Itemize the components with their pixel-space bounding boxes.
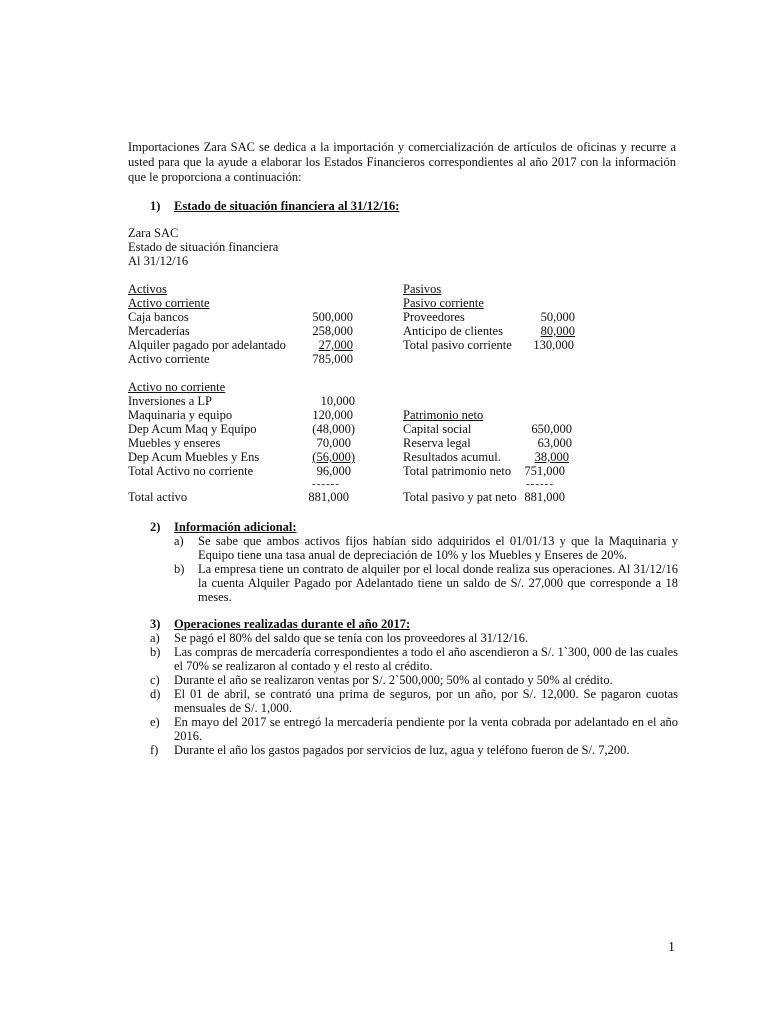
equity-value <box>510 450 569 464</box>
list-item-label: a) <box>150 631 160 645</box>
current-assets-heading: Activo corriente <box>128 296 210 310</box>
list-item-label: b) <box>174 562 185 576</box>
asset-value: (48,000) <box>312 422 355 436</box>
section-1-heading <box>150 199 399 214</box>
total-assets-label: Total activo <box>128 490 188 504</box>
total-liabilities-equity-label: Total pasivo y pat neto <box>403 490 517 504</box>
asset-value: 120,000 <box>312 408 353 422</box>
total-assets-value: 881,000 <box>308 490 349 504</box>
asset-label: Dep Acum Maq y Equipo <box>128 422 257 436</box>
assets-heading: Activos <box>128 282 167 296</box>
asset-label: Muebles y enseres <box>128 436 221 450</box>
asset-value <box>280 338 353 352</box>
liability-value: 50,000 <box>540 310 575 324</box>
asset-label: Maquinaria y equipo <box>128 408 233 422</box>
section-2-heading <box>150 520 297 535</box>
list-item-label: b) <box>150 645 161 659</box>
list-item <box>150 631 678 645</box>
separator-dashes: ------ <box>312 478 340 490</box>
asset-label: Inversiones a LP <box>128 394 213 408</box>
equity-value: 650,000 <box>531 422 572 436</box>
liability-label: Total pasivo corriente <box>403 338 512 352</box>
equity-heading: Patrimonio neto <box>403 408 484 422</box>
section-3-number: 3) <box>150 617 161 631</box>
separator-dashes: ------ <box>526 478 554 490</box>
liabilities-heading: Pasivos <box>403 282 442 296</box>
list-item <box>174 562 678 604</box>
list-item-text: Se pagó el 80% del saldo que se tenía con los proveedores al 31/12/16. <box>174 631 529 645</box>
statement-name: Estado de situación financiera <box>128 240 279 254</box>
list-item-text: Durante el año se realizaron ventas por S/. 2`500,000; 50% al contado y 50% al crédito. <box>174 673 613 687</box>
noncurrent-assets-heading: Activo no corriente <box>128 380 226 394</box>
list-item-label: a) <box>174 534 184 548</box>
asset-value: 258,000 <box>312 324 353 338</box>
equity-value-underlined: 38,000 <box>534 450 569 464</box>
company-name: Zara SAC <box>128 226 179 240</box>
list-item-text: Durante el año los gastos pagados por servicios de luz, agua y teléfono fueron de S/. 7,200. <box>174 743 630 757</box>
list-item <box>174 534 678 562</box>
liability-label: Anticipo de clientes <box>403 324 503 338</box>
asset-value: 500,000 <box>312 310 353 324</box>
operations-list <box>150 631 678 757</box>
section-2-title: Información adicional: <box>174 520 297 534</box>
current-liabilities-heading: Pasivo corriente <box>403 296 484 310</box>
liability-value <box>510 324 575 338</box>
asset-label: Activo corriente <box>128 352 210 366</box>
asset-label: Total Activo no corriente <box>128 464 254 478</box>
list-item-text: El 01 de abril, se contrató una prima de seguros, por un año, por S/. 12,000. Se pagaron cuotas mensuales de S/. 1,000. <box>174 687 678 715</box>
asset-value: 785,000 <box>312 352 353 366</box>
asset-label: Mercaderías <box>128 324 190 338</box>
section-1-number: 1) <box>150 199 161 213</box>
asset-value: 10,000 <box>320 394 355 408</box>
equity-label: Resultados acumul. <box>403 450 501 464</box>
list-item-label: c) <box>150 673 160 687</box>
additional-info-list <box>174 534 678 604</box>
asset-label: Alquiler pagado por adelantado <box>128 338 286 352</box>
equity-label: Total patrimonio neto <box>403 464 512 478</box>
asset-label: Caja bancos <box>128 310 189 324</box>
asset-value: 96,000 <box>316 464 351 478</box>
equity-value: 63,000 <box>537 436 572 450</box>
total-liabilities-equity-value: 881,000 <box>524 490 565 504</box>
section-2-number: 2) <box>150 520 161 534</box>
list-item-text: Las compras de mercadería correspondientes a todo el año ascendieron a S/. 1`300, 000 de las cuales el 70% se realizaron al contado y el resto al crédito. <box>174 645 678 673</box>
list-item <box>150 645 678 673</box>
list-item <box>150 715 678 743</box>
list-item-text: Se sabe que ambos activos fijos habían sido adquiridos el 01/01/13 y que la Maquinaria y Equipo tiene una tasa anual de depreciación de 10% y los Muebles y Enseres de 20%. <box>198 534 678 562</box>
asset-value-underlined: (56,000) <box>312 450 355 464</box>
list-item-label: f) <box>150 743 159 757</box>
list-item <box>150 673 678 687</box>
list-item <box>150 743 678 757</box>
section-1-title: Estado de situación financiera al 31/12/16: <box>174 199 400 213</box>
equity-value: 751,000 <box>524 464 565 478</box>
list-item-label: e) <box>150 715 160 729</box>
asset-value-underlined: 27,000 <box>318 338 353 352</box>
asset-value <box>280 450 355 464</box>
intro-paragraph: Importaciones Zara SAC se dedica a la importación y comercialización de artículos de oficinas y recurre a usted para que la ayude a elaborar los Estados Financieros correspondientes al año 2017 con la información que le proporciona a continuación: <box>128 140 676 184</box>
list-item-text: La empresa tiene un contrato de alquiler por el local donde realiza sus operaciones. Al 31/12/16 la cuenta Alquiler Pagado por Adelantado tiene un saldo de S/. 27,000 que corresponde a 18 meses. <box>198 562 678 604</box>
equity-label: Capital social <box>403 422 472 436</box>
liability-value-underlined: 80,000 <box>540 324 575 338</box>
asset-value: 70,000 <box>316 436 351 450</box>
liability-label: Proveedores <box>403 310 465 324</box>
statement-date: Al 31/12/16 <box>128 254 189 268</box>
liability-value: 130,000 <box>533 338 574 352</box>
list-item <box>150 687 678 715</box>
list-item-text: En mayo del 2017 se entregó la mercadería pendiente por la venta cobrada por adelantado en el año 2016. <box>174 715 678 743</box>
equity-label: Reserva legal <box>403 436 471 450</box>
section-3-title: Operaciones realizadas durante el año 2017: <box>174 617 411 631</box>
asset-label: Dep Acum Muebles y Ens <box>128 450 260 464</box>
section-3-heading <box>150 617 410 632</box>
list-item-label: d) <box>150 687 161 701</box>
page-number: 1 <box>668 940 675 955</box>
